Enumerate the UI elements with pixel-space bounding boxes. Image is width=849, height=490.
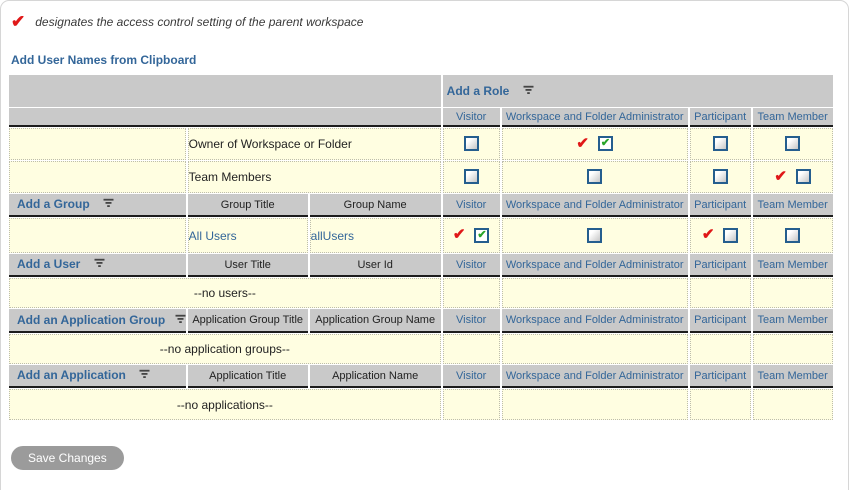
empty-cell bbox=[502, 389, 688, 420]
empty-cell bbox=[753, 334, 833, 364]
empty-cell bbox=[443, 334, 500, 364]
no-users-message: --no users-- bbox=[9, 278, 441, 308]
group-name-link[interactable]: allUsers bbox=[310, 218, 441, 253]
parent-access-check-icon bbox=[702, 228, 715, 242]
table-row bbox=[9, 309, 833, 333]
filter-icon[interactable] bbox=[523, 82, 534, 100]
column-header-team-member: Team Member bbox=[753, 365, 833, 388]
column-header-visitor: Visitor bbox=[443, 108, 500, 127]
empty-cell bbox=[753, 278, 833, 308]
column-header-admin: Workspace and Folder Administrator bbox=[502, 108, 688, 127]
section-add-an-application-group bbox=[9, 309, 186, 333]
permission-checkbox[interactable] bbox=[713, 169, 728, 184]
permission-checkbox[interactable] bbox=[713, 136, 728, 151]
column-header-admin: Workspace and Folder Administrator bbox=[502, 254, 688, 277]
column-header-admin: Workspace and Folder Administrator bbox=[502, 309, 688, 333]
permission-cell bbox=[753, 128, 833, 160]
column-header-participant: Participant bbox=[690, 365, 751, 388]
section-add-a-user bbox=[9, 254, 186, 277]
permission-cell bbox=[690, 128, 751, 160]
column-header-group-name: Group Name bbox=[310, 194, 441, 217]
empty-cell bbox=[690, 389, 751, 420]
column-header-group-title: Group Title bbox=[188, 194, 308, 217]
column-header-participant: Participant bbox=[690, 309, 751, 333]
no-applications-message: --no applications-- bbox=[9, 389, 441, 420]
permission-cell bbox=[753, 161, 833, 193]
permission-checkbox[interactable] bbox=[464, 136, 479, 151]
permission-checkbox[interactable] bbox=[598, 136, 613, 151]
column-header-visitor: Visitor bbox=[443, 254, 500, 277]
permission-cell bbox=[443, 128, 500, 160]
section-add-a-group bbox=[9, 194, 186, 217]
table-row bbox=[9, 108, 833, 127]
parent-access-check-icon bbox=[774, 170, 787, 184]
add-an-application-group-button[interactable]: Add an Application Group bbox=[17, 312, 166, 327]
column-header-visitor: Visitor bbox=[443, 365, 500, 388]
no-application-groups-message: --no application groups-- bbox=[9, 334, 441, 364]
table-row bbox=[9, 161, 833, 193]
column-header-team-member: Team Member bbox=[753, 108, 833, 127]
section-add-an-application bbox=[9, 365, 186, 388]
permission-cell bbox=[690, 161, 751, 193]
table-row bbox=[9, 278, 833, 308]
spacer-cell bbox=[9, 75, 441, 107]
role-label: Team Members bbox=[188, 161, 441, 193]
permission-checkbox[interactable] bbox=[785, 228, 800, 243]
empty-cell bbox=[690, 278, 751, 308]
add-user-names-from-clipboard-link[interactable]: Add User Names from Clipboard bbox=[11, 53, 197, 67]
filter-icon[interactable] bbox=[175, 311, 186, 329]
permission-cell bbox=[443, 161, 500, 193]
access-control-table bbox=[7, 74, 835, 421]
empty-cell bbox=[690, 334, 751, 364]
column-header-application-group-title: Application Group Title bbox=[188, 309, 308, 333]
table-row bbox=[9, 334, 833, 364]
permission-checkbox[interactable] bbox=[723, 228, 738, 243]
role-label: Owner of Workspace or Folder bbox=[188, 128, 441, 160]
table-row bbox=[9, 75, 833, 107]
spacer-cell bbox=[9, 108, 441, 127]
permission-cell bbox=[502, 161, 688, 193]
permission-cell bbox=[753, 218, 833, 253]
table-row bbox=[9, 128, 833, 160]
legend-text: designates the access control setting of the parent workspace bbox=[35, 15, 364, 29]
table-row bbox=[9, 218, 833, 253]
column-header-participant: Participant bbox=[690, 254, 751, 277]
permission-checkbox[interactable] bbox=[796, 169, 811, 184]
filter-icon[interactable] bbox=[94, 255, 105, 273]
add-a-group-button[interactable]: Add a Group bbox=[17, 197, 90, 212]
column-header-admin: Workspace and Folder Administrator bbox=[502, 365, 688, 388]
parent-access-check-icon: ✔ bbox=[11, 12, 26, 31]
filter-icon[interactable] bbox=[139, 366, 150, 384]
add-a-role-button[interactable]: Add a Role bbox=[446, 83, 510, 98]
empty-cell bbox=[9, 218, 186, 253]
table-row bbox=[9, 365, 833, 388]
permission-cell bbox=[690, 218, 751, 253]
column-header-visitor: Visitor bbox=[443, 194, 500, 217]
empty-cell bbox=[502, 278, 688, 308]
permission-cell bbox=[502, 218, 688, 253]
column-header-participant: Participant bbox=[690, 194, 751, 217]
table-row bbox=[9, 389, 833, 420]
column-header-team-member: Team Member bbox=[753, 309, 833, 333]
permission-checkbox[interactable] bbox=[587, 169, 602, 184]
empty-cell bbox=[443, 389, 500, 420]
empty-cell bbox=[753, 389, 833, 420]
column-header-user-id: User Id bbox=[310, 254, 441, 277]
column-header-application-group-name: Application Group Name bbox=[310, 309, 441, 333]
permission-checkbox[interactable] bbox=[474, 228, 489, 243]
group-title-link[interactable]: All Users bbox=[188, 218, 308, 253]
column-header-application-name: Application Name bbox=[310, 365, 441, 388]
parent-access-check-icon bbox=[453, 228, 466, 242]
section-add-a-role bbox=[443, 75, 833, 107]
permission-cell bbox=[443, 218, 500, 253]
permission-cell bbox=[502, 128, 688, 160]
table-row bbox=[9, 254, 833, 277]
empty-cell bbox=[443, 278, 500, 308]
add-an-application-button[interactable]: Add an Application bbox=[17, 368, 126, 383]
permission-checkbox[interactable] bbox=[587, 228, 602, 243]
parent-access-legend bbox=[11, 13, 848, 31]
empty-cell bbox=[502, 334, 688, 364]
column-header-team-member: Team Member bbox=[753, 194, 833, 217]
column-header-team-member: Team Member bbox=[753, 254, 833, 277]
column-header-admin: Workspace and Folder Administrator bbox=[502, 194, 688, 217]
column-header-user-title: User Title bbox=[188, 254, 308, 277]
parent-access-check-icon bbox=[576, 137, 589, 151]
column-header-application-title: Application Title bbox=[188, 365, 308, 388]
save-changes-button[interactable]: Save Changes bbox=[11, 446, 124, 470]
permission-checkbox[interactable] bbox=[464, 169, 479, 184]
column-header-participant: Participant bbox=[690, 108, 751, 127]
table-row bbox=[9, 194, 833, 217]
permission-checkbox[interactable] bbox=[785, 136, 800, 151]
empty-cell bbox=[9, 161, 186, 193]
empty-cell bbox=[9, 128, 186, 160]
add-a-user-button[interactable]: Add a User bbox=[17, 257, 81, 272]
filter-icon[interactable] bbox=[103, 195, 114, 213]
column-header-visitor: Visitor bbox=[443, 309, 500, 333]
